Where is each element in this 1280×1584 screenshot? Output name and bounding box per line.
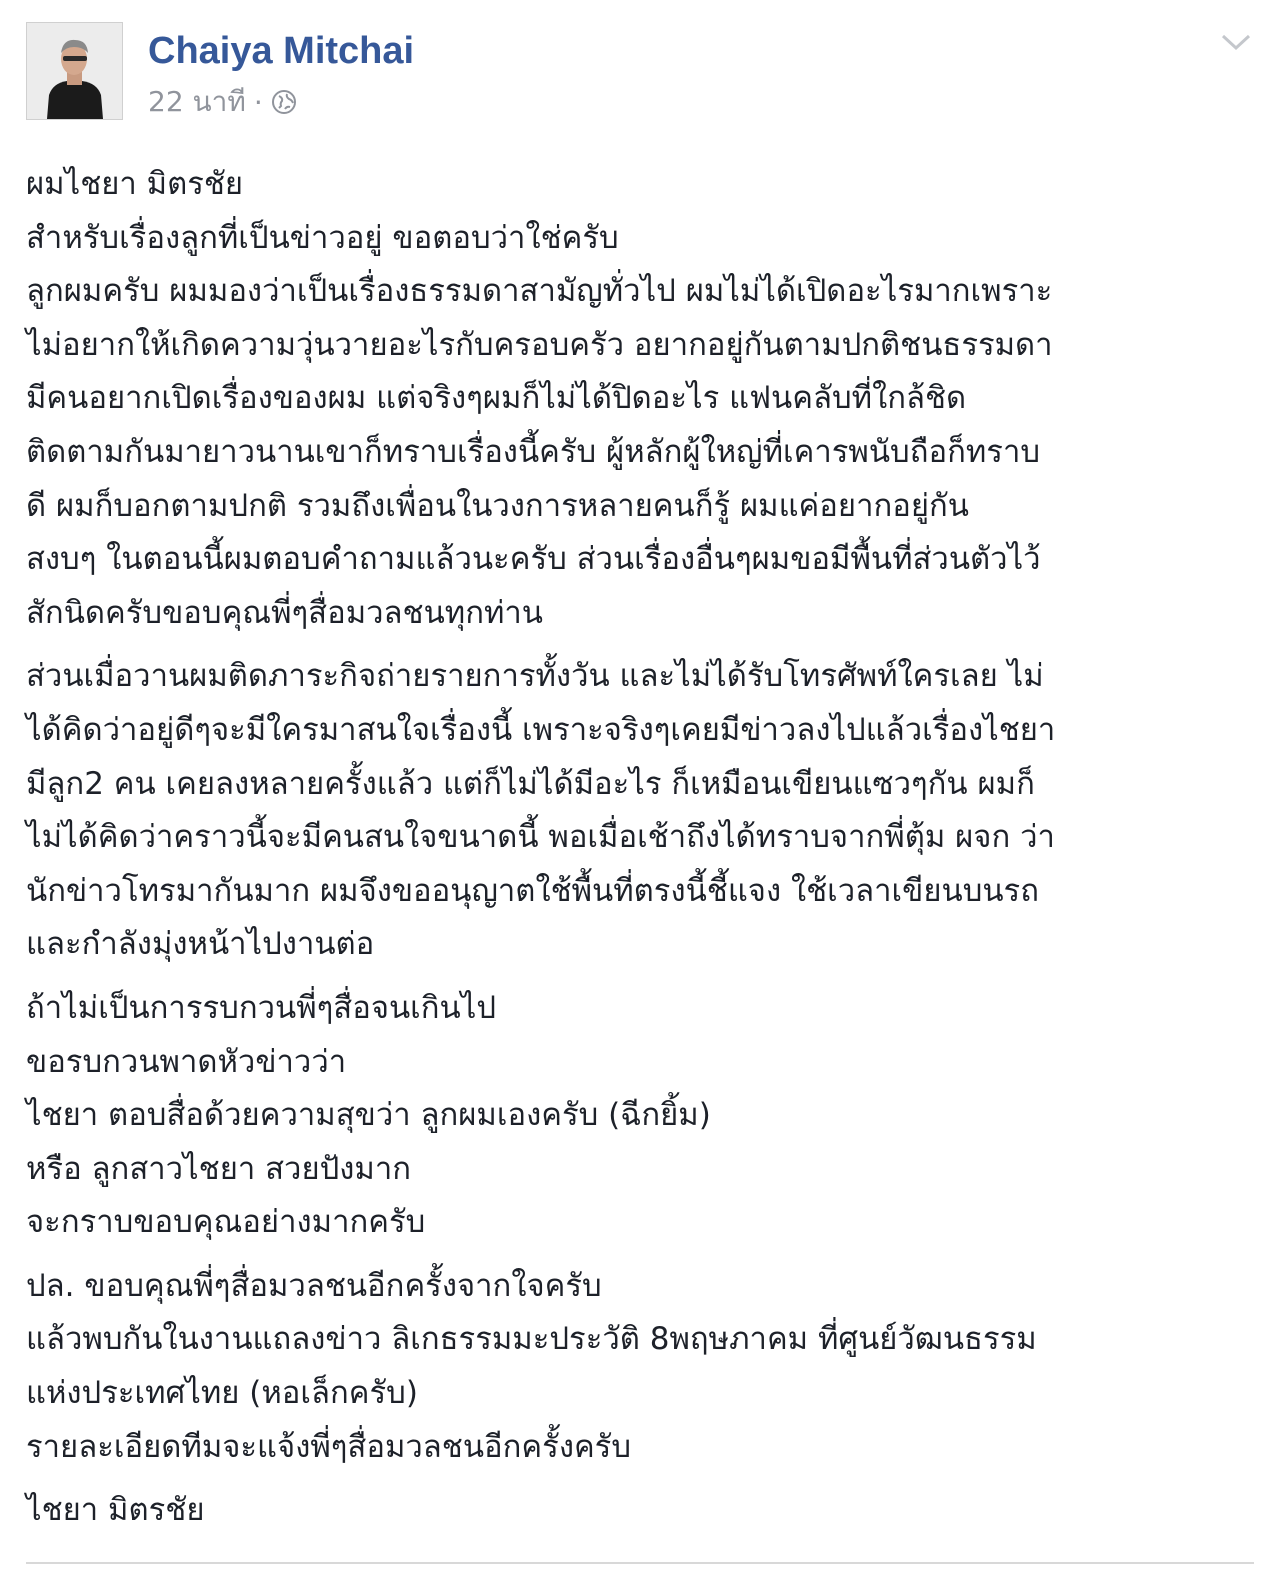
post-text-line: จะกราบขอบคุณอย่างมากครับ [26,1204,426,1241]
post-text-line: สำหรับเรื่องลูกที่เป็นข่าวอยู่ ขอตอบว่าใช่ครับ [26,219,619,256]
post-paragraph [26,650,1254,972]
post-text-line: ส่วนเมื่อวานผมติดภาระกิจถ่ายรายการทั้งวัน และไม่ได้รับโทรศัพท์ใครเลย ไม่ [26,658,1044,695]
post-text-line: ไชยา มิตรชัย [26,1492,205,1529]
post-text-line: ดี ผมก็บอกตามปกติ รวมถึงเพื่อนในวงการหลายคนก็รู้ ผมแค่อยากอยู่กัน [26,487,969,524]
post-header [26,22,1254,122]
post-text-line: แล้วพบกันในงานแถลงข่าว ลิเกธรรมมะประวัติ 8พฤษภาคม ที่ศูนย์วัฒนธรรม [26,1321,1037,1358]
meta-separator: · [253,85,263,119]
post-timestamp[interactable]: 22 นาที [148,85,246,118]
post-text-line: หรือ ลูกสาวไชยา สวยปังมาก [26,1150,412,1187]
avatar-photo [27,23,122,119]
avatar[interactable] [26,22,123,120]
post-meta [148,84,297,120]
post-text-line: สงบๆ ในตอนนี้ผมตอบคำถามแล้วนะครับ ส่วนเรื่องอื่นๆผมขอมีพื้นที่ส่วนตัวไว้ [26,541,1041,578]
post-text-line: ได้คิดว่าอยู่ดีๆจะมีใครมาสนใจเรื่องนี้ เพราะจริงๆเคยมีข่าวลงไปแล้วเรื่องไชยา [26,711,1056,748]
post-text-line: ขอรบกวนพาดหัวข่าวว่า [26,1043,347,1080]
post-body [26,158,1254,1548]
post-paragraph [26,982,1254,1250]
post-paragraph [26,1260,1254,1474]
post-text-line: ผมไชยา มิตรชัย [26,166,244,202]
post-paragraph [26,158,1254,640]
post-text-line: และกำลังมุ่งหน้าไปงานต่อ [26,926,375,963]
post-text-line: ไชยา ตอบสื่อด้วยความสุขว่า ลูกผมเองครับ (ฉีกยิ้ม) [26,1097,711,1134]
post-text-line: มีลูก2 คน เคยลงหลายครั้งแล้ว แต่ก็ไม่ได้มีอะไร ก็เหมือนเขียนแซวๆกัน ผมก็ [26,765,1035,802]
post-text-line: สักนิดครับขอบคุณพี่ๆสื่อมวลชนทุกท่าน [26,594,543,631]
author-name-link[interactable]: Chaiya Mitchai [148,30,415,72]
post-text-line: มีคนอยากเปิดเรื่องของผม แต่จริงๆผมก็ไม่ได้ปิดอะไร แฟนคลับที่ใกล้ชิด [26,380,967,417]
divider [26,1562,1254,1564]
post-text-line: ไม่อยากให้เกิดความวุ่นวายอะไรกับครอบครัว อยากอยู่กันตามปกติชนธรรมดา [26,326,1053,363]
post-text-line: รายละเอียดทีมจะแจ้งพี่ๆสื่อมวลชนอีกครั้งครับ [26,1428,632,1465]
post-text-line: ถ้าไม่เป็นการรบกวนพี่ๆสื่อจนเกินไป [26,989,496,1026]
post-paragraph [26,1484,1254,1538]
post-text-line: นักข่าวโทรมากันมาก ผมจึงขออนุญาตใช้พื้นที่ตรงนี้ชี้แจง ใช้เวลาเขียนบนรถ [26,872,1039,909]
chevron-down-icon[interactable] [1218,30,1254,54]
globe-icon[interactable] [271,89,297,115]
post-text-line: แห่งประเทศไทย (หอเล็กครับ) [26,1375,418,1412]
post-text-line: ไม่ได้คิดว่าคราวนี้จะมีคนสนใจขนาดนี้ พอเมื่อเช้าถึงได้ทราบจากพี่ตุ้ม ผจก ว่า [26,819,1055,856]
post-text-line: ลูกผมครับ ผมมองว่าเป็นเรื่องธรรมดาสามัญทั่วไป ผมไม่ได้เปิดอะไรมากเพราะ [26,273,1053,310]
post-text-line: ปล. ขอบคุณพี่ๆสื่อมวลชนอีกครั้งจากใจครับ [26,1267,602,1304]
post-text-line: ติดตามกันมายาวนานเขาก็ทราบเรื่องนี้ครับ ผู้หลักผู้ใหญ่ที่เคารพนับถือก็ทราบ [26,433,1041,470]
